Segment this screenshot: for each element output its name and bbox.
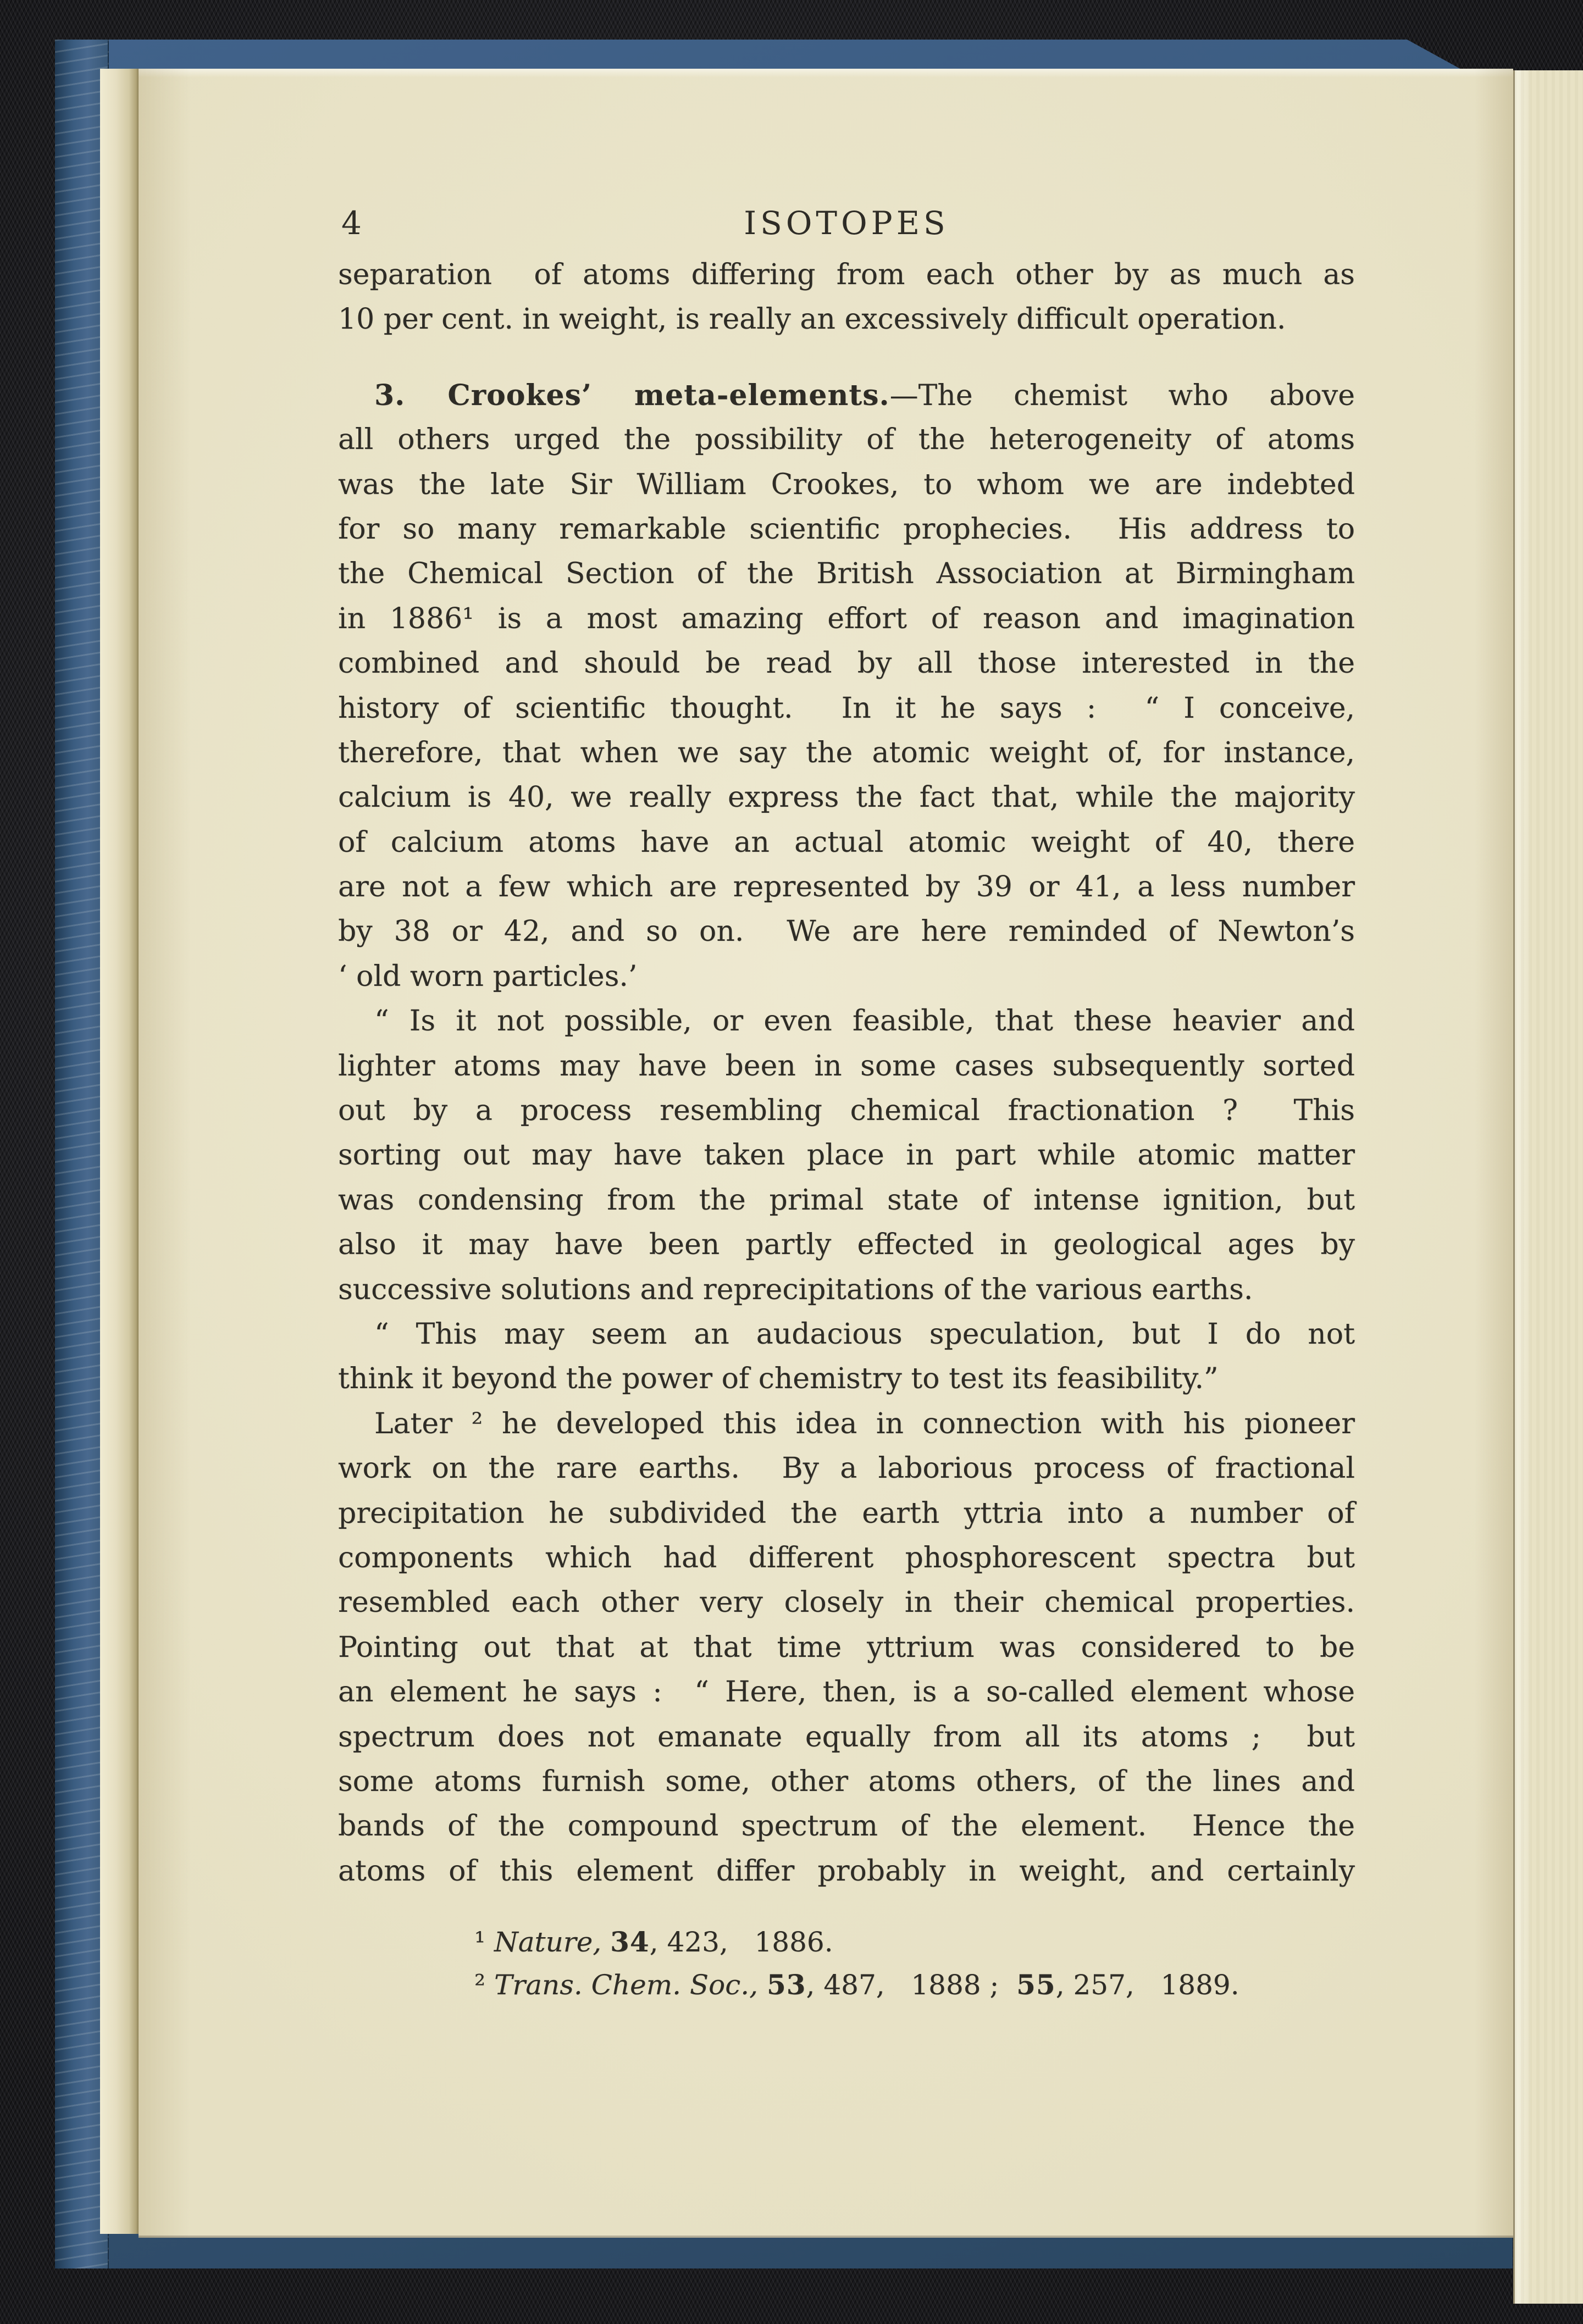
footnote-segment: ² bbox=[474, 1969, 494, 2001]
page-number: 4 bbox=[341, 204, 362, 242]
text-line: the Chemical Section of the British Association at Birmingham bbox=[338, 557, 1355, 591]
text-line: “ Is it not possible, or even feasible, that these heavier and bbox=[374, 1005, 1355, 1038]
text-line: successive solutions and reprecipitations of the various earths. bbox=[338, 1273, 1253, 1306]
book-page bbox=[139, 69, 1513, 2238]
footnote-segment: , 423, 1886. bbox=[649, 1926, 833, 1958]
text-line: out by a process resembling chemical fractionation ? This bbox=[338, 1094, 1355, 1128]
page-header bbox=[338, 203, 1355, 249]
footnote-line bbox=[338, 1921, 1355, 1964]
text-line: lighter atoms may have been in some cases subsequently sorted bbox=[338, 1049, 1355, 1083]
footnote-segment: Trans. Chem. Soc., bbox=[494, 1969, 767, 2001]
running-head: ISOTOPES bbox=[744, 204, 949, 242]
text-line: all others urged the possibility of the heterogeneity of atoms bbox=[338, 423, 1355, 457]
footnote-segment: ¹ bbox=[474, 1926, 494, 1958]
text-line: combined and should be read by all those interested in the bbox=[338, 647, 1355, 680]
text-line: for so many remarkable scientific prophecies. His address to bbox=[338, 512, 1355, 546]
text-line: 10 per cent. in weight, is really an excessively difficult operation. bbox=[338, 303, 1286, 336]
text-line: in 1886¹ is a most amazing effort of reason and imagination bbox=[338, 602, 1355, 635]
text-line: calcium is 40, we really express the fact that, while the majority bbox=[338, 781, 1355, 814]
text-line: ‘ old worn particles.’ bbox=[338, 959, 638, 993]
footnotes bbox=[338, 1921, 1355, 2006]
text-line bbox=[338, 373, 1355, 418]
text-line: was the late Sir William Crookes, to whom we are indebted bbox=[338, 468, 1355, 501]
text-line: precipitation he subdivided the earth yttria into a number of bbox=[338, 1496, 1355, 1530]
text-block bbox=[338, 253, 1355, 1894]
text-line: some atoms furnish some, other atoms others, of the lines and bbox=[338, 1765, 1355, 1798]
text-line: also it may have been partly effected in geological ages by bbox=[338, 1228, 1355, 1262]
fore-edge-pages bbox=[1513, 70, 1583, 2304]
text-line: “ This may seem an audacious speculation, but I do not bbox=[374, 1317, 1355, 1351]
footnote-segment: Nature, bbox=[494, 1926, 611, 1958]
footnote-line bbox=[338, 1964, 1355, 2006]
text-line: therefore, that when we say the atomic weight of, for instance, bbox=[338, 736, 1355, 769]
text-line: spectrum does not emanate equally from all its atoms ; but bbox=[338, 1720, 1355, 1754]
text-line: an element he says : “ Here, then, is a so-called element whose bbox=[338, 1676, 1355, 1709]
text-line: bands of the compound spectrum of the element. Hence the bbox=[338, 1810, 1355, 1843]
text-line: of calcium atoms have an actual atomic weight of 40, there bbox=[338, 825, 1355, 859]
footnote-segment: 55 bbox=[1016, 1968, 1056, 2001]
text-line: atoms of this element differ probably in weight, and certainly bbox=[338, 1854, 1355, 1888]
text-segment: 3. Crookes’ meta-elements. bbox=[374, 378, 890, 412]
text-line: components which had different phosphorescent spectra but bbox=[338, 1541, 1355, 1574]
text-line: resembled each other very closely in their chemical properties. bbox=[338, 1586, 1355, 1619]
text-line: work on the rare earths. By a laborious process of fractional bbox=[338, 1452, 1355, 1485]
page-gutter bbox=[100, 69, 139, 2234]
footnote-segment: 34 bbox=[610, 1926, 650, 1958]
text-line: are not a few which are represented by 39 or 41, a less number bbox=[338, 870, 1355, 904]
text-line: history of scientific thought. In it he says : “ I conceive, bbox=[338, 691, 1355, 725]
footnote-segment: , 487, 1888 ; bbox=[806, 1969, 1017, 2001]
text-line: separation of atoms differing from each other by as much as bbox=[338, 258, 1355, 291]
text-line: think it beyond the power of chemistry to test its feasibility.” bbox=[338, 1362, 1219, 1396]
text-line: by 38 or 42, and so on. We are here reminded of Newton’s bbox=[338, 915, 1355, 949]
text-segment: —The chemist who above bbox=[889, 379, 1355, 412]
footnote-segment: 53 bbox=[766, 1968, 806, 2001]
section-break bbox=[338, 342, 1355, 373]
text-line: Pointing out that at that time yttrium was considered to be bbox=[338, 1630, 1355, 1664]
text-line: Later ² he developed this idea in connection with his pioneer bbox=[374, 1407, 1355, 1440]
footnote-segment: , 257, 1889. bbox=[1055, 1969, 1239, 2001]
text-line: was condensing from the primal state of intense ignition, but bbox=[338, 1183, 1355, 1217]
text-line: sorting out may have taken place in part while atomic matter bbox=[338, 1139, 1355, 1172]
